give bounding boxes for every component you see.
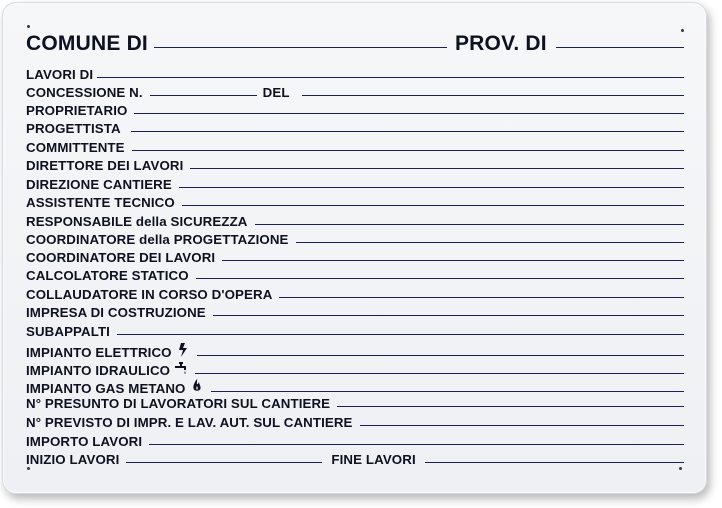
fine-blank-line (425, 462, 684, 463)
blank-line (117, 334, 684, 335)
concessione-blank-line (150, 95, 257, 96)
blank-line (132, 150, 684, 151)
field-label: INIZIO LAVORI (26, 452, 120, 467)
comune-label: COMUNE DI (26, 32, 148, 55)
field-direttore-dei-lavori (26, 159, 684, 172)
field-coordinatore-lavori (26, 251, 684, 264)
gas-flame-icon (190, 379, 204, 393)
field-importo-lavori (26, 435, 684, 448)
blank-line (255, 224, 685, 225)
field-label: COLLAUDATORE IN CORSO D'OPERA (26, 287, 273, 302)
blank-line (196, 278, 684, 279)
mounting-hole-bottom-left (27, 467, 30, 470)
field-impianto-idraulico (26, 361, 684, 377)
water-tap-icon (174, 361, 188, 375)
blank-line (360, 425, 684, 426)
blank-line (149, 444, 684, 445)
blank-line (134, 113, 684, 114)
field-numero-lavoratori (26, 397, 684, 410)
prov-label: PROV. DI (454, 32, 547, 55)
field-proprietario (26, 104, 684, 117)
construction-site-sign (2, 2, 707, 494)
field-numero-imprese (26, 416, 684, 429)
fine-lavori-label: FINE LAVORI (331, 452, 416, 467)
blank-line (211, 391, 685, 392)
field-label: N° PRESUNTO DI LAVORATORI SUL CANTIERE (26, 396, 331, 411)
field-assistente-tecnico (26, 196, 684, 209)
blank-line (279, 297, 684, 298)
blank-line (337, 406, 684, 407)
mounting-hole-top-right (681, 29, 684, 32)
field-coordinatore-progettazione (26, 233, 684, 246)
field-impianto-gas-metano (26, 379, 684, 395)
field-impresa-costruzione (26, 306, 684, 319)
field-inizio-fine-lavori (26, 453, 684, 466)
field-collaudatore (26, 288, 684, 301)
field-label: IMPIANTO IDRAULICO (26, 363, 171, 378)
field-label: COORDINATORE della PROGETTAZIONE (26, 232, 289, 247)
field-label: DIRETTORE DEI LAVORI (26, 158, 184, 173)
blank-line (213, 315, 684, 316)
field-impianto-elettrico (26, 343, 684, 359)
inizio-blank-line (126, 462, 322, 463)
blank-line (195, 373, 684, 374)
field-label: DIREZIONE CANTIERE (26, 177, 172, 192)
blank-line (197, 355, 684, 356)
del-label: DEL (262, 85, 290, 100)
field-label: COMMITTENTE (26, 140, 125, 155)
field-label: SUBAPPALTI (26, 324, 110, 339)
field-direzione-cantiere (26, 178, 684, 191)
field-lavori-di (26, 68, 684, 81)
prov-blank-line (556, 47, 684, 48)
blank-line (190, 168, 684, 169)
blank-line (179, 187, 684, 188)
field-label: ASSISTENTE TECNICO (26, 195, 175, 210)
field-label: CALCOLATORE STATICO (26, 268, 189, 283)
lightning-bolt-icon (176, 343, 190, 357)
field-label: PROGETTISTA (26, 121, 121, 136)
blank-line (222, 260, 684, 261)
field-label: IMPRESA DI COSTRUZIONE (26, 305, 206, 320)
field-label: PROPRIETARIO (26, 103, 128, 118)
field-responsabile-sicurezza (26, 215, 684, 228)
mounting-hole-top-left (27, 25, 30, 28)
field-label: CONCESSIONE N. (26, 85, 143, 100)
field-label: RESPONSABILE della SICUREZZA (26, 214, 248, 229)
field-label: COORDINATORE DEI LAVORI (26, 250, 216, 265)
field-label: IMPIANTO ELETTRICO (26, 345, 172, 360)
field-progettista (26, 122, 684, 135)
del-blank-line (302, 95, 684, 96)
mounting-hole-bottom-right (679, 467, 682, 470)
blank-line (182, 205, 684, 206)
blank-line (131, 131, 684, 132)
field-concessione (26, 86, 684, 99)
field-label: IMPORTO LAVORI (26, 434, 143, 449)
field-label: N° PREVISTO DI IMPR. E LAV. AUT. SUL CANTIERE (26, 415, 353, 430)
header-row (26, 33, 684, 54)
blank-line (296, 242, 684, 243)
blank-line (97, 77, 684, 78)
field-label: IMPIANTO GAS METANO (26, 381, 186, 396)
field-calcolatore-statico (26, 269, 684, 282)
field-committente (26, 141, 684, 154)
field-label: LAVORI DI (26, 67, 94, 82)
field-subappalti (26, 325, 684, 338)
comune-blank-line (154, 47, 447, 48)
